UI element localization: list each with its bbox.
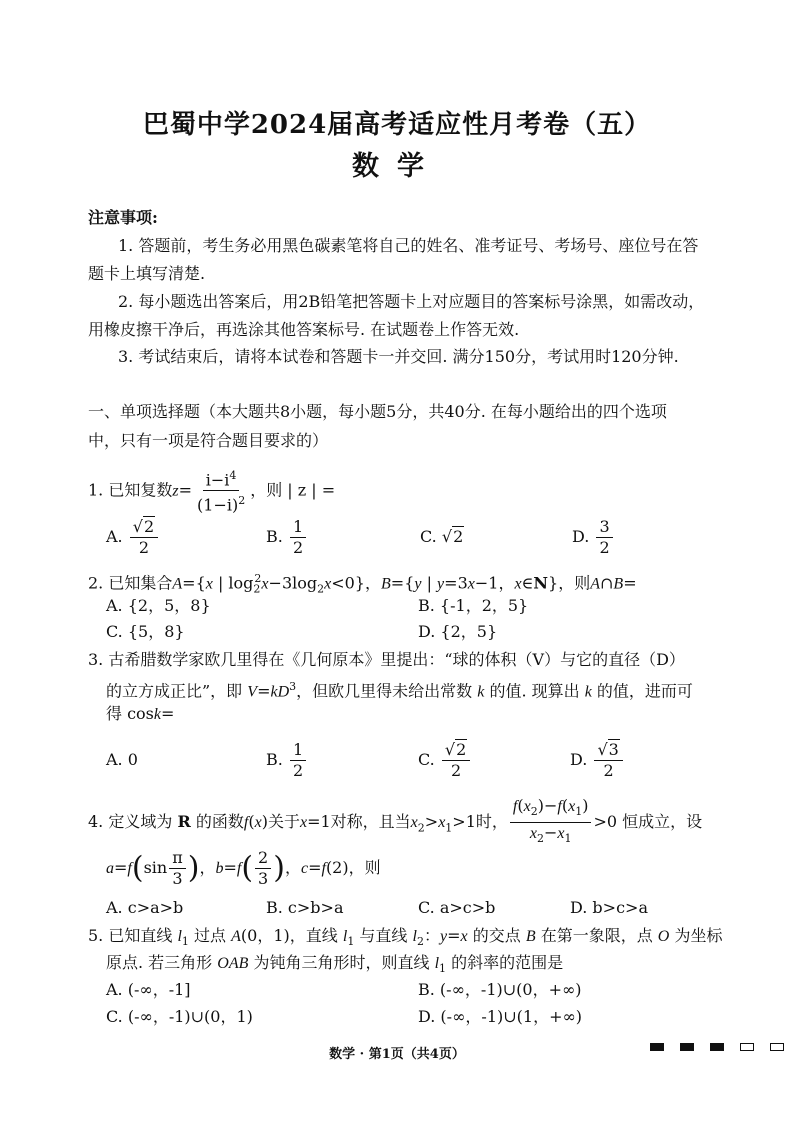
q4-option-b: B. c>b>a [266,898,344,917]
q5-option-d: D. (-∞，-1)∪(1，+∞) [418,1007,583,1026]
q2-option-c: C. {5，8} [106,622,185,641]
q1-option-d: D. $\frac{3}{2}$ [572,517,615,558]
q1-option-c: C. √2 [420,527,464,546]
q3-option-c: C. $\frac{√2}{2}$ [418,740,472,781]
q2-option-b: B. {-1，2，5} [418,596,529,615]
q3-option-d: D. $\frac{√3}{2}$ [570,740,625,781]
page-mark-hollow [740,1043,754,1051]
notice-item-2a: 2. 每小题选出答案后，用2B铅笔把答题卡上对应题目的答案标号涂黑，如需改动， [118,292,705,311]
page-mark-filled [650,1043,664,1051]
page-mark-filled [710,1043,724,1051]
q1-option-a: A. $\frac{√2}{2}$ [106,517,160,558]
question-3-line1: 3. 古希腊数学家欧几里得在《几何原本》里提出：“球的体积（V）与它的直径（D） [88,650,685,669]
q5-option-a: A. (-∞，-1] [106,980,191,999]
page-mark-hollow [770,1043,784,1051]
question-3-line3: 得 cosk= [106,704,175,723]
question-5-line1: 5. 已知直线 $l_1$ 过点 A(0，1)，直线 $l_1$ 与直线 $l_2$：y=x 的交点 B 在第一象限，点 O 为坐标 [88,926,723,949]
page-marks [650,1043,784,1051]
q3-option-b: B. $\frac{1}{2}$ [266,740,308,781]
question-1: 1. 已知复数z= $\frac{i-i^4}{(1-i)^2}$ ，则 | z | = [88,466,335,516]
exam-subject: 数学 [352,151,442,182]
q5-option-c: C. (-∞，-1)∪(0，1) [106,1007,253,1026]
q4-option-d: D. b>c>a [570,898,648,917]
question-2: 2. 已知集合A={x | $\log_2^2x-3\log_2x<0$}，B={y | y=3x−1，x∈N}，则A∩B= [88,572,637,596]
question-4: 4. 定义域为 R 的函数f(x)关于x=1对称，且当$x_2>x_1>1$时， $\frac{f(x_2)-f(x_1)}{x_2-x_1}$ >0 恒成立，设 [88,796,703,846]
page-footer: 数学 · 第1页（共4页） [329,1047,465,1062]
notice-item-1b: 题卡上填写清楚. [88,264,206,283]
exam-title: 巴蜀中学2024届高考适应性月考卷（五） [142,110,652,140]
page-mark-filled [680,1043,694,1051]
q5-option-b: B. (-∞，-1)∪(0，+∞) [418,980,582,999]
question-4-defs: a=f(sin $\frac{\pi}{3}$ )，b=f( $\frac{2}{3}$ )，c=f(2)，则 [106,848,381,888]
notice-item-3: 3. 考试结束后，请将本试卷和答题卡一并交回. 满分150分，考试用时120分钟. [118,347,679,366]
notice-heading: 注意事项: [88,208,158,227]
section1-heading-a: 一、单项选择题（本大题共8小题，每小题5分，共40分. 在每小题给出的四个选项 [88,402,667,421]
q3-option-a: A. 0 [106,750,138,769]
notice-item-1a: 1. 答题前，考生务必用黑色碳素笔将自己的姓名、准考证号、考场号、座位号在答 [118,236,699,255]
q4-option-c: C. a>c>b [418,898,496,917]
question-5-line2: 原点. 若三角形 OAB 为钝角三角形时，则直线 $l_1$ 的斜率的范围是 [106,953,564,976]
q4-option-a: A. c>a>b [106,898,184,917]
q2-option-d: D. {2，5} [418,622,498,641]
q2-option-a: A. {2，5，8} [106,596,211,615]
question-3-line2: 的立方成正比”，即 $V=kD^3$，但欧几里得未给出常数 k 的值. 现算出 k 的值，进而可 [106,680,693,701]
q1-option-b: B. $\frac{1}{2}$ [266,517,308,558]
notice-item-2b: 用橡皮擦干净后，再选涂其他答案标号. 在试题卷上作答无效. [88,320,520,339]
section1-heading-b: 中，只有一项是符合题目要求的） [88,431,329,450]
